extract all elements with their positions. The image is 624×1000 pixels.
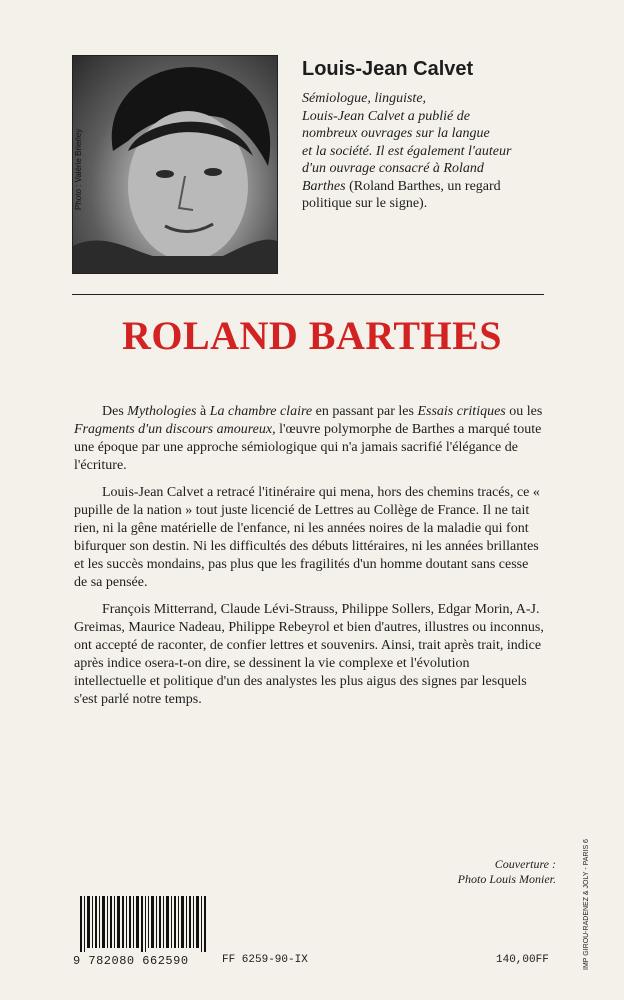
product-code: FF 6259-90-IX (222, 954, 308, 966)
price: 140,00FF (496, 954, 549, 966)
bio-line: d'un ouvrage consacré à Roland (302, 161, 484, 176)
bio-line: Louis-Jean Calvet a publié de (302, 108, 470, 124)
cover-credit: Couverture : Photo Louis Monier. (457, 857, 556, 886)
author-name: Louis-Jean Calvet (302, 58, 474, 80)
book-ref: Essais critiques (417, 404, 506, 419)
bio-line: nombreux ouvrages sur la langue (302, 126, 490, 141)
divider (72, 294, 544, 295)
author-photo (72, 55, 278, 274)
paragraph-intro: Des Mythologies à La chambre claire en passant par les Essais critiques ou les Fragments d'un discours amoureux, l'œuvre polymorphe de Barthes a marqué toute une époque par une approche sémiologique qui n'a jamais sacrifié l'élégance de l'écriture. (74, 404, 543, 473)
paragraph-biography: Louis-Jean Calvet a retracé l'itinéraire qui mena, hors des chemins tracés, ce « pupille de la nation » tout juste licencié de Lettres au Collège de France. Il ne tait rien, ni la gêne matérielle de l'enfance, ni les années noires de la maladie qui font bifurquer son destin. Ni les difficultés des débuts littéraires, ni les années brillantes et les succès mondains, pas plus que les fragilités d'un homme doutant sans cesse de sa pensée. (74, 485, 540, 590)
photo-credit: Photo : Valérie Brierley (74, 128, 83, 210)
paragraph-witnesses: François Mitterrand, Claude Lévi-Strauss, Philippe Sollers, Edgar Morin, A-J. Greimas, Maurice Nadeau, Philippe Rebeyrol et bien d'autres, illustres ou inconnus, ont accepté de raconter, de confier lettres et souvenirs. Ainsi, trait après trait, indice après indice osera-t-on dire, se dessinent la vie complexe et l'évolution intellectuelle et politique d'un des analystes les plus aigus des signes par lesquels s'est parlé notre temps. (74, 602, 544, 707)
barcode (80, 896, 208, 952)
book-ref: Mythologies (127, 404, 197, 419)
author-bio (302, 90, 552, 213)
bio-line: Sémiologue, linguiste, (302, 91, 427, 106)
book-ref: La chambre claire (209, 404, 313, 419)
printer-credit: IMP GIROU-RADENEZ & JOLY - PARIS 6 (583, 839, 590, 970)
book-title: ROLAND BARTHES (121, 313, 503, 358)
bio-tail: (Roland Barthes, un regard (349, 178, 501, 194)
bio-line: Barthes (302, 178, 346, 194)
bio-line: et la société. Il est également l'auteur (302, 143, 512, 159)
book-ref: Fragments d'un discours amoureux (74, 422, 273, 437)
barcode-digits: 9 782080 662590 (73, 954, 189, 968)
bio-tail: politique sur le signe). (302, 196, 428, 211)
portrait-illustration (73, 56, 277, 273)
